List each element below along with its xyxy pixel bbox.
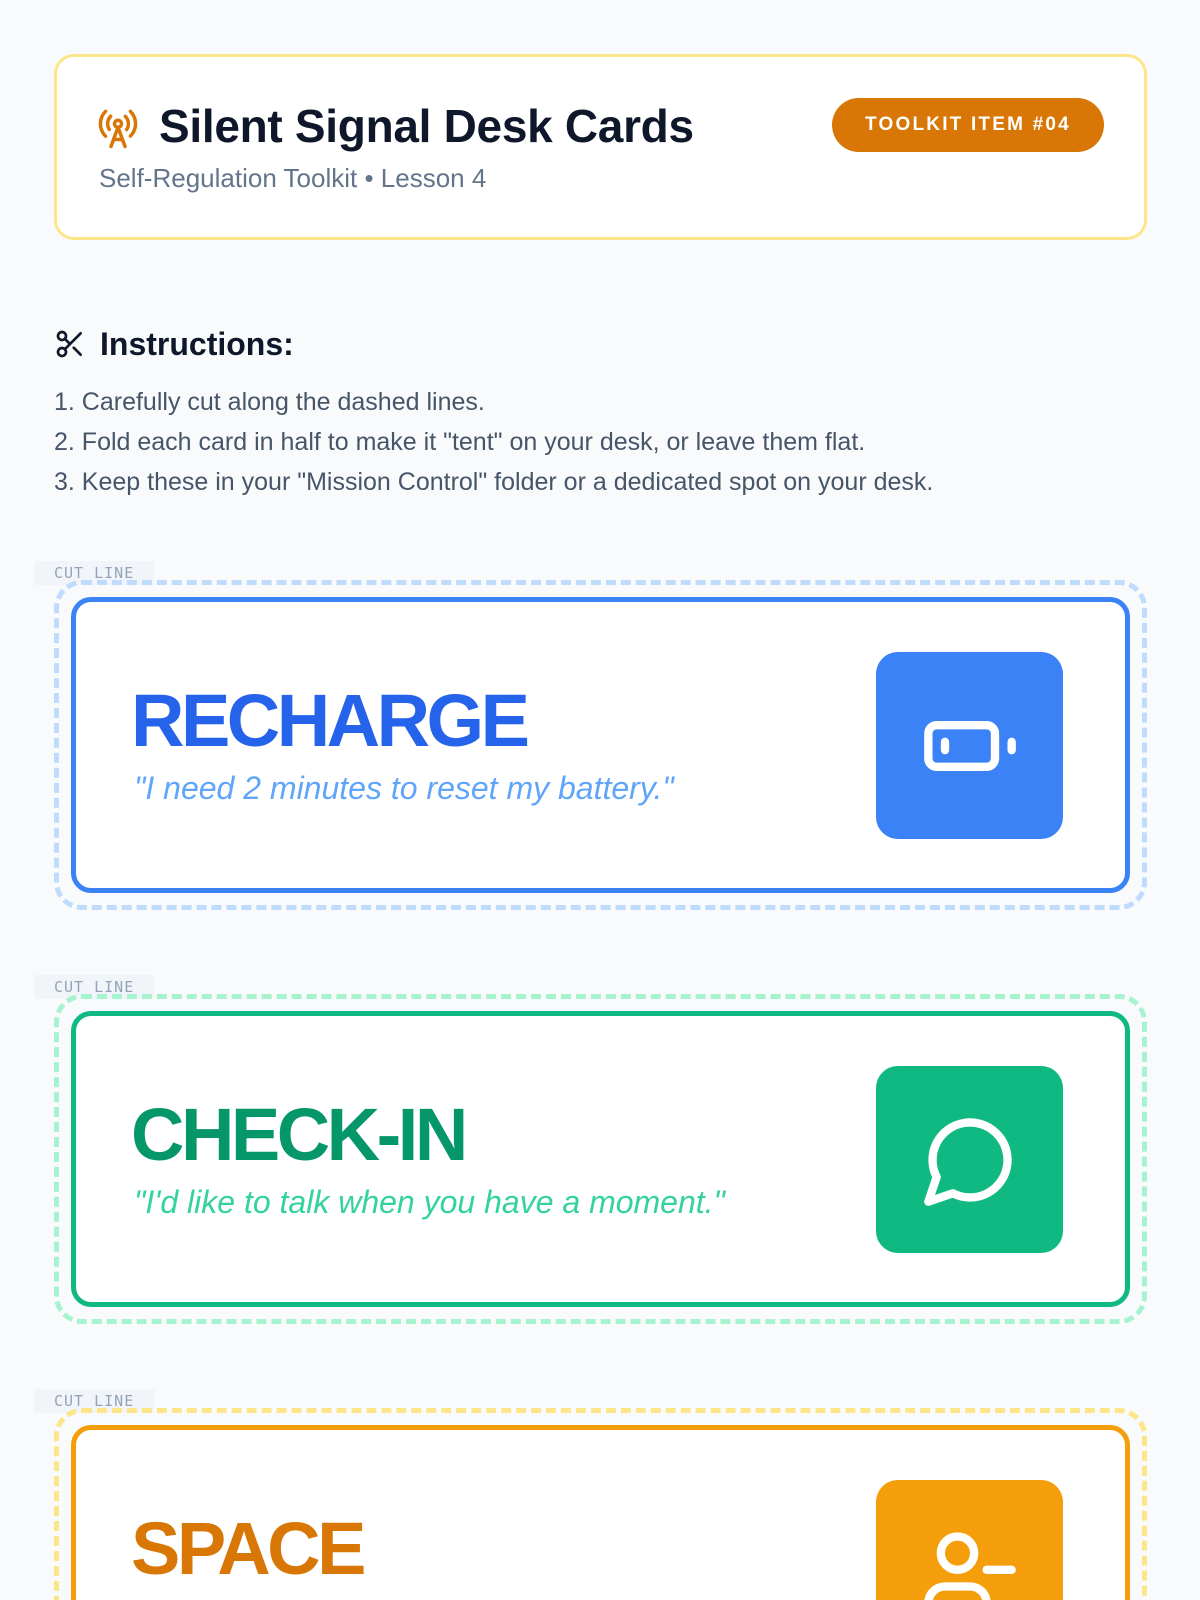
user-minus-icon	[920, 1524, 1020, 1600]
header-card	[54, 54, 1147, 240]
card-quote: "I'd like to talk when you have a moment."	[134, 1184, 725, 1220]
page-title: Silent Signal Desk Cards	[159, 100, 694, 152]
cut-line-label: CUT LINE	[34, 975, 154, 999]
instructions-heading	[54, 324, 294, 364]
cut-zone-recharge	[54, 580, 1147, 910]
card-quote: "I need 2 minutes to reset my battery."	[134, 770, 674, 806]
signal-card-space	[71, 1425, 1130, 1600]
signal-card-check-in	[71, 1011, 1130, 1307]
scissors-icon	[54, 328, 86, 360]
instruction-step: 1. Carefully cut along the dashed lines.	[54, 388, 485, 416]
card-icon-box	[876, 652, 1063, 839]
instruction-step: 3. Keep these in your "Mission Control" folder or a dedicated spot on your desk.	[54, 468, 934, 496]
card-title: RECHARGE	[131, 679, 527, 762]
cut-line-label: CUT LINE	[34, 1389, 154, 1413]
instructions-list	[54, 382, 1154, 502]
cut-line-label: CUT LINE	[34, 561, 154, 585]
card-title: SPACE	[131, 1507, 363, 1590]
toolkit-item-badge: TOOLKIT ITEM #04	[832, 98, 1104, 152]
card-icon-box	[876, 1480, 1063, 1600]
card-icon-box	[876, 1066, 1063, 1253]
signal-card-recharge	[71, 597, 1130, 893]
cut-zone-space	[54, 1408, 1147, 1600]
instruction-step: 2. Fold each card in half to make it "tent" on your desk, or leave them flat.	[54, 428, 866, 456]
instructions-title: Instructions:	[100, 325, 294, 362]
page-subtitle: Self-Regulation Toolkit • Lesson 4	[99, 163, 487, 193]
battery-icon	[920, 696, 1020, 796]
card-title: CHECK-IN	[131, 1093, 465, 1176]
chat-bubble-icon	[920, 1110, 1020, 1210]
cut-zone-check-in	[54, 994, 1147, 1324]
radio-tower-icon	[97, 108, 139, 150]
